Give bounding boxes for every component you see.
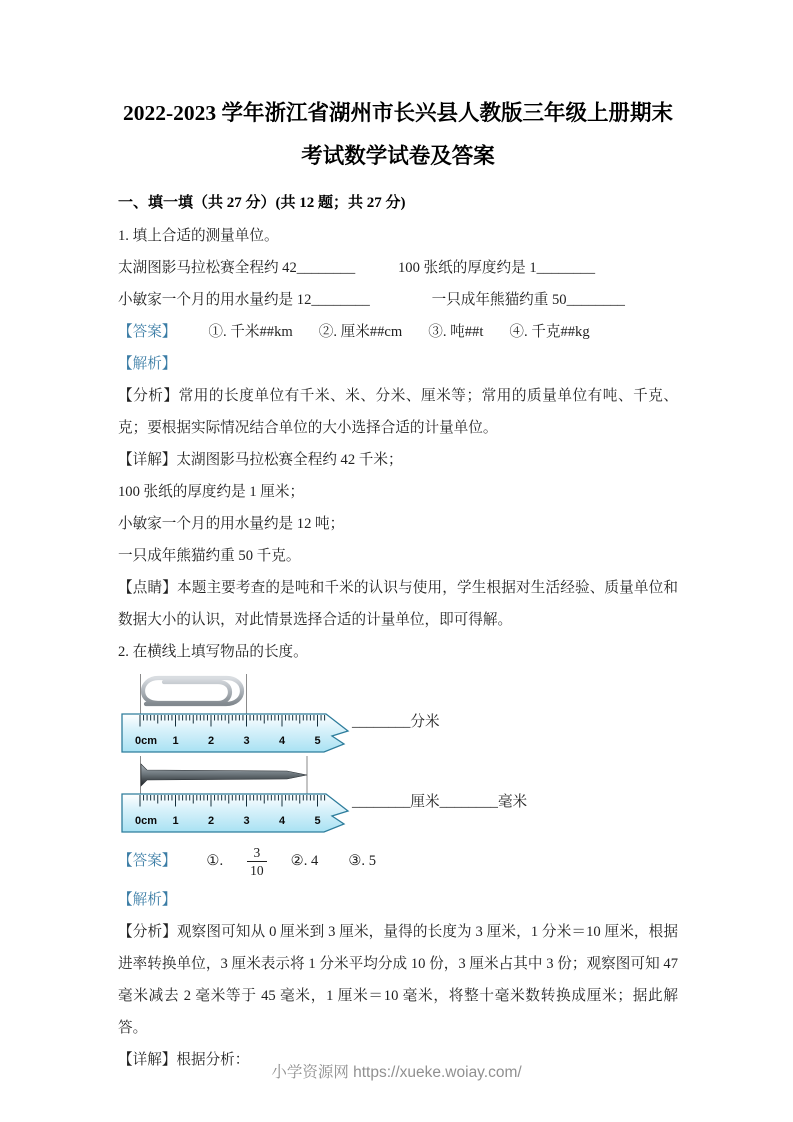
q1-stem: 1. 填上合适的测量单位。 <box>118 228 279 244</box>
q1-detail-line1: 【详解】太湖图影马拉松赛全程约 42 千米； <box>118 452 403 468</box>
q1-answer-row <box>118 316 678 348</box>
ruler-scale-label: 0cm <box>134 735 158 747</box>
ruler-scale-label: 3 <box>243 815 250 827</box>
ruler-scale-label: 2 <box>207 815 215 827</box>
ruler-scale-label: 1 <box>172 815 179 827</box>
q1-blank-paper: 100 张纸的厚度约是 1________ <box>398 260 596 276</box>
page-title-line2: 考试数学试卷及答案 <box>301 144 495 168</box>
ruler-scale-label: 0cm <box>134 815 158 827</box>
answer-label: 【答案】 <box>118 853 177 869</box>
q2-stem: 2. 在横线上填写物品的长度。 <box>118 644 308 660</box>
page-title-line1: 2022-2023 学年浙江省湖州市长兴县人教版三年级上册期末 <box>122 101 674 125</box>
ruler-scale-label: 3 <box>243 735 250 747</box>
q2-answer-3: ③. 5 <box>348 853 376 869</box>
ruler-scale-label: 5 <box>314 815 321 827</box>
q1-answer-1: ①. 千米##km <box>208 324 293 340</box>
ruler <box>122 794 348 832</box>
q1-blank-marathon: 太湖图影马拉松赛全程约 42________ <box>118 260 356 276</box>
q2-detail: 【详解】根据分析： <box>118 1052 250 1068</box>
ruler-scale-label: 1 <box>172 735 179 747</box>
q2-answer-1-fraction <box>247 844 267 879</box>
q1-answer-3: ③. 吨##t <box>428 324 484 340</box>
q1-detail-line2: 100 张纸的厚度约是 1 厘米； <box>118 484 305 500</box>
q2-figure <box>118 670 678 838</box>
ruler-scale-label: 4 <box>278 735 286 747</box>
ruler-scale-label: 2 <box>207 735 215 747</box>
q2-answer-row <box>118 838 678 884</box>
q2-blank-cm-mm: ________厘米________毫米 <box>352 794 528 810</box>
q1-fill-line-2 <box>118 284 678 316</box>
q1-detail-line3: 小敏家一个月的用水量约是 12 吨； <box>118 516 345 532</box>
q1-analysis: 【分析】常用的长度单位有千米、米、分米、厘米等；常用的质量单位有吨、千克、克；要根据实际情况结合单位的大小选择合适的计量单位。 <box>118 388 678 436</box>
q1-blank-panda: 一只成年熊猫约重 50________ <box>431 292 625 308</box>
q2-jiexi-label: 【解析】 <box>118 892 177 908</box>
q1-answer-2: ②. 厘米##cm <box>318 324 403 340</box>
q2-answer-1-label: ①. <box>206 853 224 869</box>
section-heading: 一、填一填（共 27 分）(共 12 题；共 27 分) <box>118 195 406 211</box>
ruler-scale-label: 5 <box>314 735 321 747</box>
q1-fill-line-1 <box>118 252 678 284</box>
q1-blank-water: 小敏家一个月的用水量约是 12________ <box>118 292 370 308</box>
fraction-numerator: 3 <box>253 844 261 860</box>
q1-detail-line4: 一只成年熊猫约重 50 千克。 <box>118 548 301 564</box>
q1-jiexi-label: 【解析】 <box>118 356 177 372</box>
fraction-denominator: 10 <box>247 861 267 879</box>
q2-blank-decimeter: ________分米 <box>352 714 440 730</box>
page-title <box>118 92 678 178</box>
q1-answer-4: ④. 千克##kg <box>509 324 590 340</box>
paperclip-icon <box>143 678 242 704</box>
answer-label: 【答案】 <box>118 324 177 340</box>
nail-icon <box>141 764 307 786</box>
ruler-scale-label: 4 <box>278 815 286 827</box>
q2-analysis: 【分析】观察图可知从 0 厘米到 3 厘米，量得的长度为 3 厘米，1 分米＝10 厘米，根据进率转换单位，3 厘米表示将 1 分米平均分成 10 份，3 厘米占其中 3 份；观察图可知 47 毫米减去 2 毫米等于 45 毫米，1 厘米＝10 毫米，将整十毫米数转换成厘米；据此解答。 <box>118 924 678 1036</box>
document-content <box>118 92 678 1076</box>
q2-answer-2: ②. 4 <box>290 853 319 869</box>
ruler <box>122 714 348 752</box>
site-footer: 小学资源网 https://xueke.woiay.com/ <box>271 1064 522 1081</box>
q1-summary: 【点睛】本题主要考查的是吨和千米的认识与使用，学生根据对生活经验、质量单位和数据大小的认识，对此情景选择合适的计量单位，即可得解。 <box>118 580 678 628</box>
